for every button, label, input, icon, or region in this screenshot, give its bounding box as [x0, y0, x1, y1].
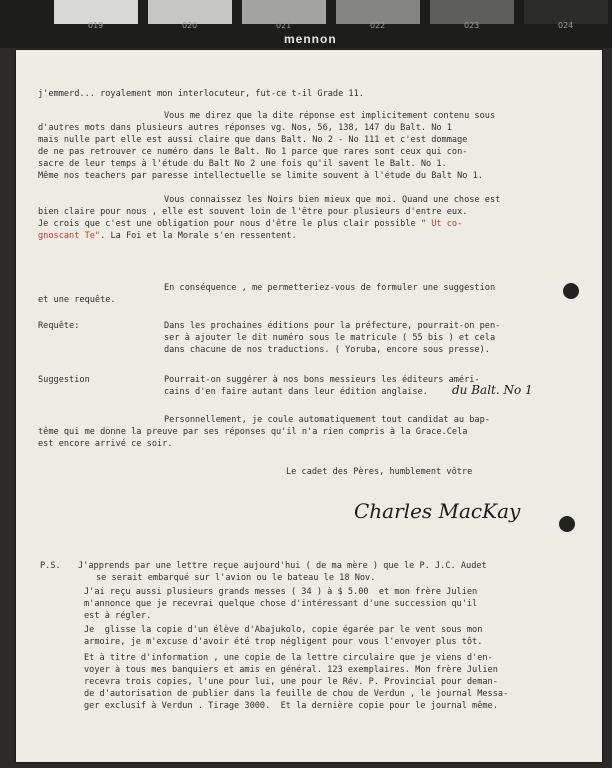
ps-line-6: Je glisse la copie d'un élève d'Abajukolo, copie égarée par le vent sous mon — [84, 625, 483, 635]
text-line-13: et une requête. — [38, 295, 116, 305]
text-line-11-end: . La Foi et la Morale s'en ressentent. — [100, 231, 297, 241]
text-line-03: d'autres mots dans plusieurs autres réponses vg. Nos, 56, 138, 147 du Balt. No 1 — [38, 123, 452, 133]
ps-line-10: recevra trois copies, l'une pour lui, une pour le Rév. P. Provincial pour deman- — [84, 677, 498, 687]
handwritten-insert: du Balt. No 1 — [452, 383, 533, 397]
personal-line-1: Personnellement, je coule automatiquement tout candidat au bap- — [164, 415, 490, 425]
color-calibration-strip — [0, 0, 612, 48]
signature: Charles MacKay — [354, 499, 521, 523]
text-line-01: j'emmerd... royalement mon interlocuteur, fut-ce t-il Grade 11. — [38, 89, 364, 99]
text-line-05: de ne pas retrouver ce numéro dans le Balt. No 1 parce que rares sont ceux qui con- — [38, 147, 468, 157]
ps-line-3: J'ai reçu aussi plusieurs grands messes ( 34 ) à $ 5.00 et mon frère Julien — [84, 587, 478, 597]
ps-label: P.S. — [40, 561, 61, 571]
punch-hole-bottom — [559, 516, 575, 532]
patch-label-019: 019 — [88, 21, 104, 30]
request-line-3: dans chacune de nos traductions. ( Yoruba, encore sous presse). — [164, 345, 490, 355]
text-line-06: sacre de leur temps à l'étude du Balt No 2 une fois qu'il savent le Balt. No 1. — [38, 159, 447, 169]
suggestion-label: Suggestion — [38, 375, 90, 385]
personal-line-3: est encore arrivé ce soir. — [38, 439, 173, 449]
ps-line-5: est à régler. — [84, 611, 152, 621]
suggestion-line-2: cains d'en faire autant dans leur édition anglaise. — [164, 387, 428, 397]
request-line-2: ser à ajouter le dit numéro sous le matricule ( 55 bis ) et cela — [164, 333, 496, 343]
text-line-04: mais nulle part elle est aussi claire que dans Balt. No 2 - No 111 et c'est dommage — [38, 135, 468, 145]
patch-label-023: 023 — [464, 21, 480, 30]
text-line-07: Même nos teachers par paresse intellectuelle se limite souvent à l'étude du Balt No 1. — [38, 171, 483, 181]
text-line-02: Vous me direz que la dite réponse est implicitement contenu sous — [164, 111, 496, 121]
text-line-12: En conséquence , me permetteriez-vous de formuler une suggestion — [164, 283, 496, 293]
ps-line-7: armoire, je m'excuse d'avoir été trop négligent pour vous l'envoyer plus tôt. — [84, 637, 483, 647]
suggestion-line-1: Pourrait-on suggérer à nos bons messieurs les éditeurs améri- — [164, 375, 480, 385]
ps-line-12: ger exclusif à Verdun . Tirage 3000. Et la dernière copie pour le journal même. — [84, 701, 498, 711]
patch-label-020: 020 — [182, 21, 198, 30]
request-line-1: Dans les prochaines éditions pour la préfecture, pourrait-on pen- — [164, 321, 501, 331]
text-line-10 — [38, 218, 462, 230]
personal-line-2: tême qui me donne la preuve par ses réponses qu'il n'a rien compris à la Grace.Cela — [38, 427, 468, 437]
ps-line-1: J'apprends par une lettre reçue aujourd'hui ( de ma mère ) que le P. J.C. Audet — [78, 561, 487, 571]
closing-line: Le cadet des Pères, humblement vôtre — [286, 467, 473, 477]
patch-label-021: 021 — [276, 21, 292, 30]
latin-quote-end: gnoscant Te" — [38, 231, 101, 241]
patch-label-024: 024 — [558, 21, 574, 30]
ps-line-4: m'annonce que je recevrai quelque chose d'intéressant d'une succession qu'il — [84, 599, 478, 609]
brand-logo: mennon — [284, 32, 337, 46]
request-label: Requête: — [38, 321, 80, 331]
ps-line-2: se serait embarqué sur l'avion ou le bateau le 18 Nov. — [96, 573, 376, 583]
ps-line-9: voyer à tous mes banquiers et amis en général. 123 exemplaires. Mon frère Julien — [84, 665, 498, 675]
text-line-11 — [38, 230, 297, 242]
ps-line-8: Et à titre d'information , une copie de la lettre circulaire que je viens d'en- — [84, 653, 493, 663]
text-line-09: bien claire pour nous , elle est souvent loin de l'être pour plusieurs d'entre eux. — [38, 207, 468, 217]
latin-quote-start: Ut co- — [431, 219, 463, 229]
text-line-08: Vous connaissez les Noirs bien mieux que moi. Quand une chose est — [164, 195, 501, 205]
letter-page — [16, 50, 602, 762]
punch-hole-top — [563, 283, 579, 299]
text-line-10-start: Je crois que c'est une obligation pour nous d'être le plus clair possible " — [38, 219, 427, 229]
ps-line-11: de d'autorisation de publier dans la feuille de chou de Verdun , le journal Messa- — [84, 689, 509, 699]
patch-label-022: 022 — [370, 21, 386, 30]
